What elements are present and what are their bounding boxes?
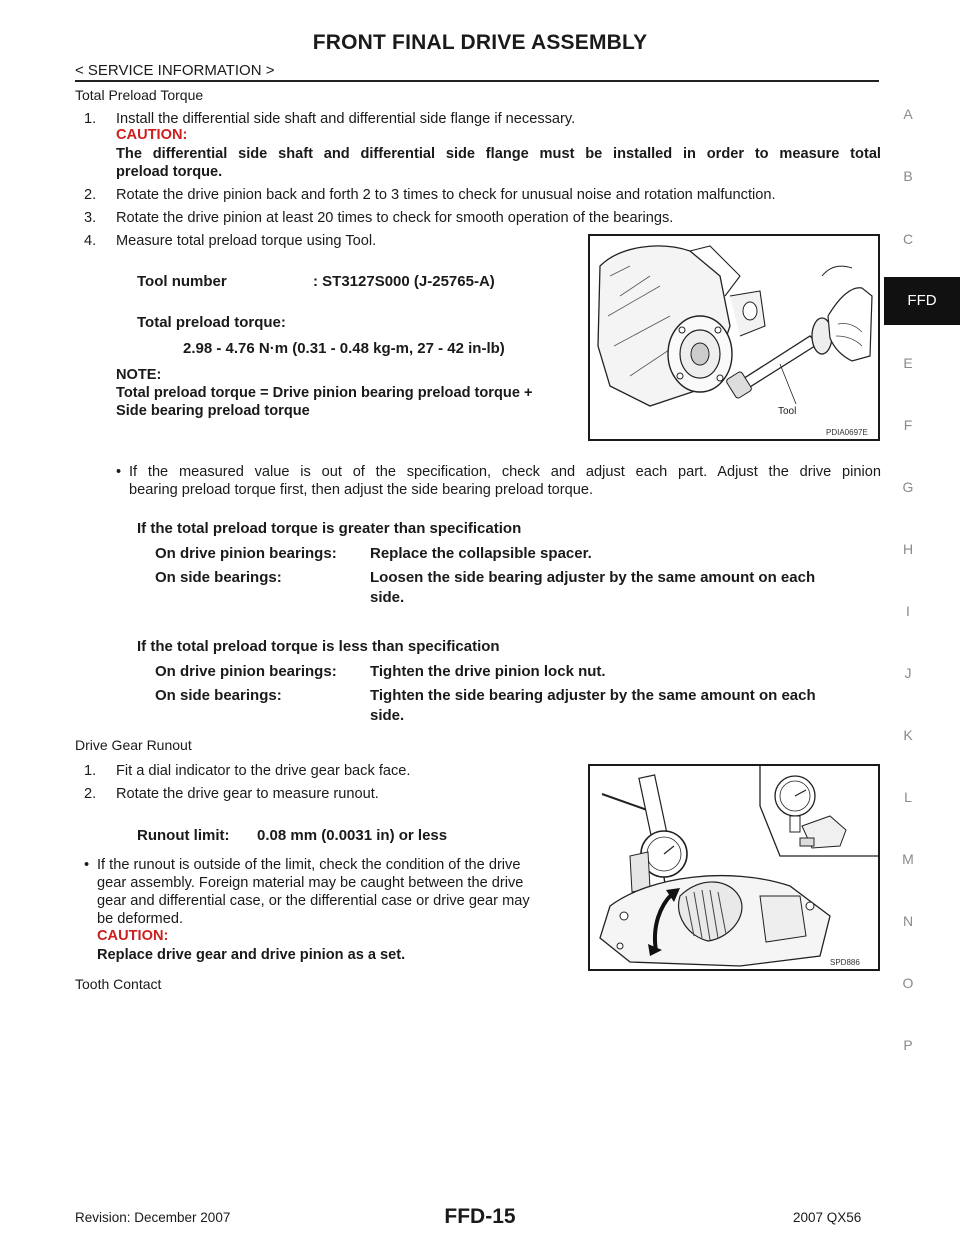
less-row-2-value-line-1: Tighten the side bearing adjuster by the same amount on each xyxy=(370,687,816,704)
less-row-2-label: On side bearings: xyxy=(155,687,282,704)
runout-bullet-line-3: gear and differential case, or the differential case or drive gear may xyxy=(97,893,530,909)
side-index-c[interactable]: C xyxy=(902,231,914,247)
side-index-i[interactable]: I xyxy=(906,603,910,619)
footer-page-number: FFD-15 xyxy=(444,1205,516,1228)
header-divider xyxy=(75,80,879,82)
less-row-1-label: On drive pinion bearings: xyxy=(155,663,337,680)
step-number: 1. xyxy=(84,763,97,779)
step-number: 2. xyxy=(84,187,97,203)
step-number: 4. xyxy=(84,233,97,249)
section-heading-total-preload: Total Preload Torque xyxy=(75,87,204,103)
note-line-1: Total preload torque = Drive pinion bearing preload torque + xyxy=(116,385,533,401)
greater-than-spec-heading: If the total preload torque is greater than specification xyxy=(137,520,522,537)
less-row-2-value-line-2: side. xyxy=(370,707,405,724)
total-preload-label: Total preload torque: xyxy=(137,314,286,331)
tool-number-label: Tool number xyxy=(137,273,227,290)
figure-code: SPD886 xyxy=(830,958,860,967)
section-heading-tooth-contact: Tooth Contact xyxy=(75,976,162,992)
bullet-measured-line-2: bearing preload torque first, then adjust the side bearing preload torque. xyxy=(129,482,594,498)
runout-bullet-line-4: be deformed. xyxy=(97,911,183,927)
step-4-text: Measure total preload torque using Tool. xyxy=(116,233,377,249)
side-index-n[interactable]: N xyxy=(902,913,914,929)
greater-row-2-value-line-2: side. xyxy=(370,589,405,606)
runout-step-2-text: Rotate the drive gear to measure runout. xyxy=(116,786,379,802)
figure-callout-tool: Tool xyxy=(778,406,797,417)
figure-dial-indicator-drawing xyxy=(590,766,878,969)
footer-model: 2007 QX56 xyxy=(793,1210,862,1225)
figure-preload-tool-drawing xyxy=(590,236,878,439)
step-1-text: Install the differential side shaft and differential side flange if necessary. xyxy=(116,111,576,127)
greater-row-2-value-line-1: Loosen the side bearing adjuster by the same amount on each xyxy=(370,569,816,586)
side-index-e[interactable]: E xyxy=(903,355,913,371)
figure-dial-indicator xyxy=(588,764,880,971)
total-preload-value: 2.98 - 4.76 N·m (0.31 - 0.48 kg-m, 27 - 42 in-lb) xyxy=(183,340,505,357)
side-index-o[interactable]: O xyxy=(902,975,914,991)
figure-preload-tool xyxy=(588,234,880,441)
step-number: 1. xyxy=(84,111,97,127)
tool-number-value: : ST3127S000 (J-25765-A) xyxy=(313,273,495,290)
less-row-1-value: Tighten the drive pinion lock nut. xyxy=(370,663,606,680)
greater-row-1-label: On drive pinion bearings: xyxy=(155,545,337,562)
step-number: 2. xyxy=(84,786,97,802)
figure-code: PDIA0697E xyxy=(826,428,868,437)
side-index-p[interactable]: P xyxy=(903,1037,913,1053)
greater-row-1-value: Replace the collapsible spacer. xyxy=(370,545,592,562)
side-index-b[interactable]: B xyxy=(903,168,913,184)
section-heading-runout: Drive Gear Runout xyxy=(75,737,192,753)
page-title: FRONT FINAL DRIVE ASSEMBLY xyxy=(312,31,648,54)
step-number: 3. xyxy=(84,210,97,226)
side-index-ffd-tab[interactable]: FFD xyxy=(884,277,960,325)
runout-bullet-line-1: If the runout is outside of the limit, check the condition of the drive xyxy=(97,857,521,873)
step-2-text: Rotate the drive pinion back and forth 2 to 3 times to check for unusual noise and rotation malfunction. xyxy=(116,187,776,203)
side-index-a[interactable]: A xyxy=(903,106,913,122)
side-index-g[interactable]: G xyxy=(902,479,914,495)
side-index-j[interactable]: J xyxy=(904,665,912,681)
side-index-h[interactable]: H xyxy=(902,541,914,557)
runout-step-1-text: Fit a dial indicator to the drive gear back face. xyxy=(116,763,411,779)
note-label: NOTE: xyxy=(116,367,162,383)
footer-revision: Revision: December 2007 xyxy=(75,1210,231,1225)
breadcrumb: < SERVICE INFORMATION > xyxy=(75,62,275,79)
step-3-text: Rotate the drive pinion at least 20 times to check for smooth operation of the bearings. xyxy=(116,210,674,226)
bullet-measured-line-1: If the measured value is out of the specification, check and adjust each part. Adjust the drive pinion xyxy=(129,464,881,480)
bullet-dot: • xyxy=(116,464,122,480)
greater-row-2-label: On side bearings: xyxy=(155,569,282,586)
less-than-spec-heading: If the total preload torque is less than specification xyxy=(137,638,500,655)
side-index-f[interactable]: F xyxy=(903,417,913,433)
caution-text-line-1: The differential side shaft and differential side flange must be installed in order to measure total xyxy=(116,146,881,162)
runout-limit-label: Runout limit: xyxy=(137,827,230,844)
runout-bullet-line-2: gear assembly. Foreign material may be caught between the drive xyxy=(97,875,524,891)
runout-caution-text: Replace drive gear and drive pinion as a set. xyxy=(97,947,406,963)
caution-label: CAUTION: xyxy=(116,127,188,143)
side-index-k[interactable]: K xyxy=(903,727,913,743)
runout-limit-value: 0.08 mm (0.0031 in) or less xyxy=(257,827,448,844)
caution-text-line-2: preload torque. xyxy=(116,164,223,180)
note-line-2: Side bearing preload torque xyxy=(116,403,310,419)
side-index-l[interactable]: L xyxy=(904,789,912,805)
runout-caution-label: CAUTION: xyxy=(97,928,169,944)
bullet-dot: • xyxy=(84,857,90,873)
side-index-m[interactable]: M xyxy=(902,851,914,867)
